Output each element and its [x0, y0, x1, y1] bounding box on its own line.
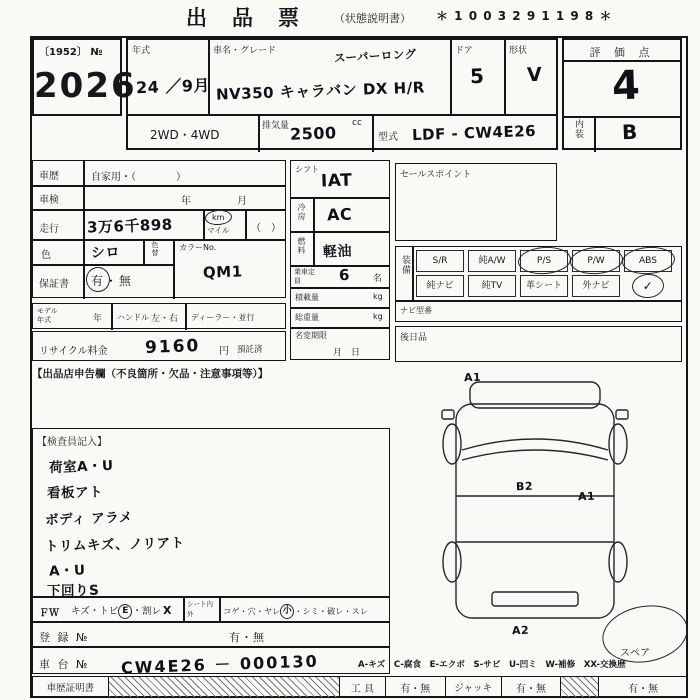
- equipment-box: [395, 246, 682, 322]
- grid-line: [83, 161, 85, 299]
- inspector-note: 看板アト: [46, 484, 104, 502]
- chassis-value: CW4E26 － 000130: [120, 651, 319, 678]
- grid-line: [564, 60, 680, 62]
- equip-chip-aftermarket-navi: 外ナビ: [572, 275, 620, 297]
- capacity-label: 乗車定員: [294, 268, 315, 286]
- year-value: 24 ／9月: [135, 75, 211, 98]
- grid-line: [185, 304, 187, 330]
- auction-no-label: №: [90, 47, 103, 58]
- later-items-label: 後日品: [400, 333, 428, 343]
- payload-unit: kg: [373, 292, 383, 301]
- grid-line: [219, 598, 221, 623]
- grid-line: [33, 185, 285, 187]
- inspector-note: 荷室A・U: [48, 457, 114, 477]
- grid-line: [245, 209, 247, 239]
- inspector-note: トリムキズ、ノリアト: [44, 535, 185, 555]
- aircon-value: AC: [326, 204, 353, 225]
- grade-value: 4: [611, 62, 642, 110]
- mileage-mile-unit: マイル: [207, 226, 230, 235]
- displacement-unit: cc: [352, 118, 362, 128]
- payload-label: 積載量: [295, 293, 319, 302]
- warranty-value: 有・無: [91, 274, 134, 288]
- fw-x-mark: X: [162, 603, 173, 618]
- inspector-notes-box: [32, 428, 390, 600]
- gross-weight-unit: kg: [373, 312, 383, 321]
- grid-line: [450, 40, 452, 114]
- chassis-label: 車 台 №: [39, 658, 90, 671]
- model-year-label: モデル年式: [37, 307, 58, 325]
- color-no-label: カラーNo.: [179, 243, 217, 252]
- grid-line: [372, 114, 374, 152]
- color-no-value: QM1: [202, 262, 243, 282]
- displacement-value: 2500: [289, 123, 337, 144]
- mileage-km-unit: km: [212, 213, 225, 222]
- mileage-label: 走行: [39, 224, 59, 235]
- spare-tire-label: スペア: [620, 648, 650, 659]
- mileage-value: 3万6千898: [86, 215, 173, 237]
- fw-condition: [71, 603, 172, 619]
- grid-line: [128, 114, 556, 116]
- recycle-fee-value: 9160: [144, 336, 201, 358]
- equipment-label: 装備: [400, 255, 410, 275]
- damage-mark: B2: [515, 479, 534, 494]
- grid-line: [33, 264, 173, 266]
- interior-grade-value: B: [621, 119, 639, 145]
- grade-box: [562, 38, 682, 150]
- sales-point-label: セールスポイント: [400, 170, 472, 180]
- recycle-fee-label: リサイクル料金: [39, 346, 108, 357]
- history-label: 車歴: [39, 171, 59, 182]
- grid-line: [111, 304, 113, 330]
- equip-chip-power-windows: P/W: [572, 250, 620, 272]
- door-value: 5: [469, 63, 485, 89]
- model-year-unit: 年: [93, 314, 103, 324]
- car-name-note: スーパーロング: [333, 46, 417, 66]
- inspection-year-unit: 年: [181, 196, 191, 207]
- vehicle-table: [126, 38, 558, 150]
- aircon-label: 冷房: [297, 203, 306, 221]
- page-title: 出 品 票: [186, 6, 301, 30]
- model-code-value: LDF - CW4E26: [411, 121, 537, 145]
- rename-deadline-label: 名変期限: [295, 331, 327, 340]
- grid-line: [291, 231, 389, 233]
- seat-label: シート内外: [187, 600, 213, 618]
- inspection-label: 車検: [39, 195, 59, 206]
- car-outline: [398, 370, 672, 638]
- inspector-note: 下回りS: [46, 582, 100, 600]
- details-table: [32, 160, 286, 298]
- jack-label: ジャッキ: [446, 677, 502, 697]
- chassis-row: [32, 647, 390, 678]
- page-subtitle: （状態説明書）: [334, 12, 411, 25]
- recycle-fee-yen: 円: [219, 346, 229, 357]
- inspection-month-unit: 月: [237, 196, 247, 207]
- car-name-value: NV350 キャラバン DX H/R: [215, 78, 426, 104]
- windshield-seat-row: [32, 597, 390, 622]
- fuel-value: 軽油: [322, 243, 353, 261]
- grid-line: [291, 197, 389, 199]
- year-label: 年式: [132, 46, 151, 56]
- shift-value: IAT: [320, 170, 353, 192]
- grid-line: [504, 40, 506, 114]
- equip-chip-leather-seats: 革シート: [520, 275, 568, 297]
- fw-items: キズ・トビ: [71, 606, 119, 617]
- model-year-strip: [32, 303, 286, 329]
- interior-grade-label: 内装: [573, 119, 583, 139]
- fw-label: ＦＷ: [39, 608, 59, 619]
- seat-circle-mark: 小: [280, 604, 294, 619]
- sales-point-box: [395, 163, 557, 241]
- grid-line: [143, 239, 145, 264]
- model-code-label: 型式: [378, 132, 398, 143]
- jack-value: 有・無: [502, 677, 562, 697]
- damage-legend: A-キズ C-腐食 E-エクボ S-サビ U-凹ミ W-補修 XX-交換歴: [358, 660, 626, 670]
- equip-check-mark: ✓: [642, 278, 654, 294]
- dealer-parallel-label: ディーラー・並行: [191, 313, 255, 322]
- mileage-paren: （ ）: [251, 223, 281, 234]
- shift-label: シフト: [295, 165, 319, 174]
- auction-code-brackets: 〔1952〕: [39, 47, 87, 58]
- inspector-note: A・U: [48, 562, 86, 580]
- color-label: 色: [41, 250, 51, 261]
- specs-table: [290, 160, 390, 360]
- seat-items: コゲ・穴・ヤレ: [223, 606, 281, 616]
- door-label: ドア: [455, 46, 473, 56]
- grid-line: [291, 327, 389, 329]
- history-cert-label: 車歴証明書: [33, 677, 109, 697]
- grid-line: [594, 116, 596, 152]
- grid-line: [564, 116, 680, 118]
- hatched-cell: [561, 677, 599, 697]
- spare-value: 有・無: [628, 683, 659, 695]
- grid-line: [258, 114, 260, 152]
- equip-chip-power-steering: P/S: [520, 250, 568, 272]
- displacement-label: 排気量: [262, 121, 290, 131]
- auction-number: 2026: [34, 66, 137, 106]
- grid-line: [173, 239, 175, 299]
- grid-line: [396, 300, 681, 302]
- recycle-fee-strip: [32, 331, 286, 361]
- tools-label: 工 具: [340, 677, 386, 697]
- auction-number-box: [32, 38, 137, 116]
- damage-mark: A1: [577, 489, 596, 504]
- history-value: 自家用・（ ）: [91, 172, 186, 183]
- grid-line: [203, 209, 205, 239]
- car-diagram: [398, 370, 672, 638]
- equip-chip-oem-navi: 純ナビ: [416, 275, 464, 297]
- inspector-title: 【検査員記入】: [37, 437, 107, 448]
- navi-model-label: ナビ型番: [400, 306, 432, 315]
- declaration-title: 【出品店申告欄（不良箇所・欠品・注意事項等）】: [32, 368, 269, 380]
- inspector-note: ボディ アラメ: [44, 509, 134, 529]
- drive-type: 2WD・4WD: [150, 128, 220, 142]
- color-change-label: 色替: [151, 241, 159, 257]
- registration-label: 登 録 №: [39, 631, 90, 644]
- seat-items-post: ・シミ・破レ・スレ: [294, 606, 368, 616]
- hatched-cell: [109, 677, 340, 697]
- shape-value: V: [526, 63, 543, 87]
- capacity-value: 6: [338, 265, 351, 285]
- registration-row: [32, 622, 390, 647]
- grid-line: [313, 197, 315, 265]
- auction-code: [39, 43, 102, 58]
- grid-line: [412, 247, 414, 300]
- grade-label: 評 価 点: [589, 46, 655, 59]
- equip-chip-oem-tv: 純TV: [468, 275, 516, 297]
- fw-items-post: ・割レ: [132, 606, 161, 617]
- warranty-label: 保証書: [39, 279, 69, 290]
- equip-chip-alloy-wheels: 純A/W: [468, 250, 516, 272]
- capacity-unit: 名: [373, 274, 383, 284]
- damage-mark: A1: [463, 370, 482, 385]
- recycle-fee-note: 預託済: [237, 345, 263, 355]
- shape-label: 形状: [509, 46, 528, 56]
- gross-weight-label: 総重量: [295, 313, 319, 322]
- grid-line: [33, 209, 285, 211]
- grid-line: [291, 307, 389, 309]
- car-name-label: 車名・グレード: [213, 46, 277, 56]
- handle-label: ハンドル: [117, 313, 149, 322]
- equip-chip-sunroof: S/R: [416, 250, 464, 272]
- grid-line: [291, 287, 389, 289]
- later-items-box: [395, 326, 682, 362]
- registration-value: 有・無: [229, 631, 265, 644]
- equip-chip-abs: ABS: [624, 250, 672, 272]
- color-value: シロ: [90, 244, 121, 262]
- damage-mark: A2: [511, 623, 530, 638]
- handle-value: 左・右: [151, 314, 179, 324]
- fuel-label: 燃料: [297, 237, 306, 255]
- grid-line: [183, 598, 185, 623]
- fw-circle-mark: E: [118, 604, 132, 619]
- serial-number: ＊ 1 0 0 3 2 9 1 1 9 8 ＊: [436, 9, 613, 23]
- tools-value: 有・無: [386, 677, 446, 697]
- accessories-strip: [32, 676, 688, 698]
- rename-deadline-unit: 月 日: [333, 348, 361, 358]
- seat-condition: [223, 604, 368, 619]
